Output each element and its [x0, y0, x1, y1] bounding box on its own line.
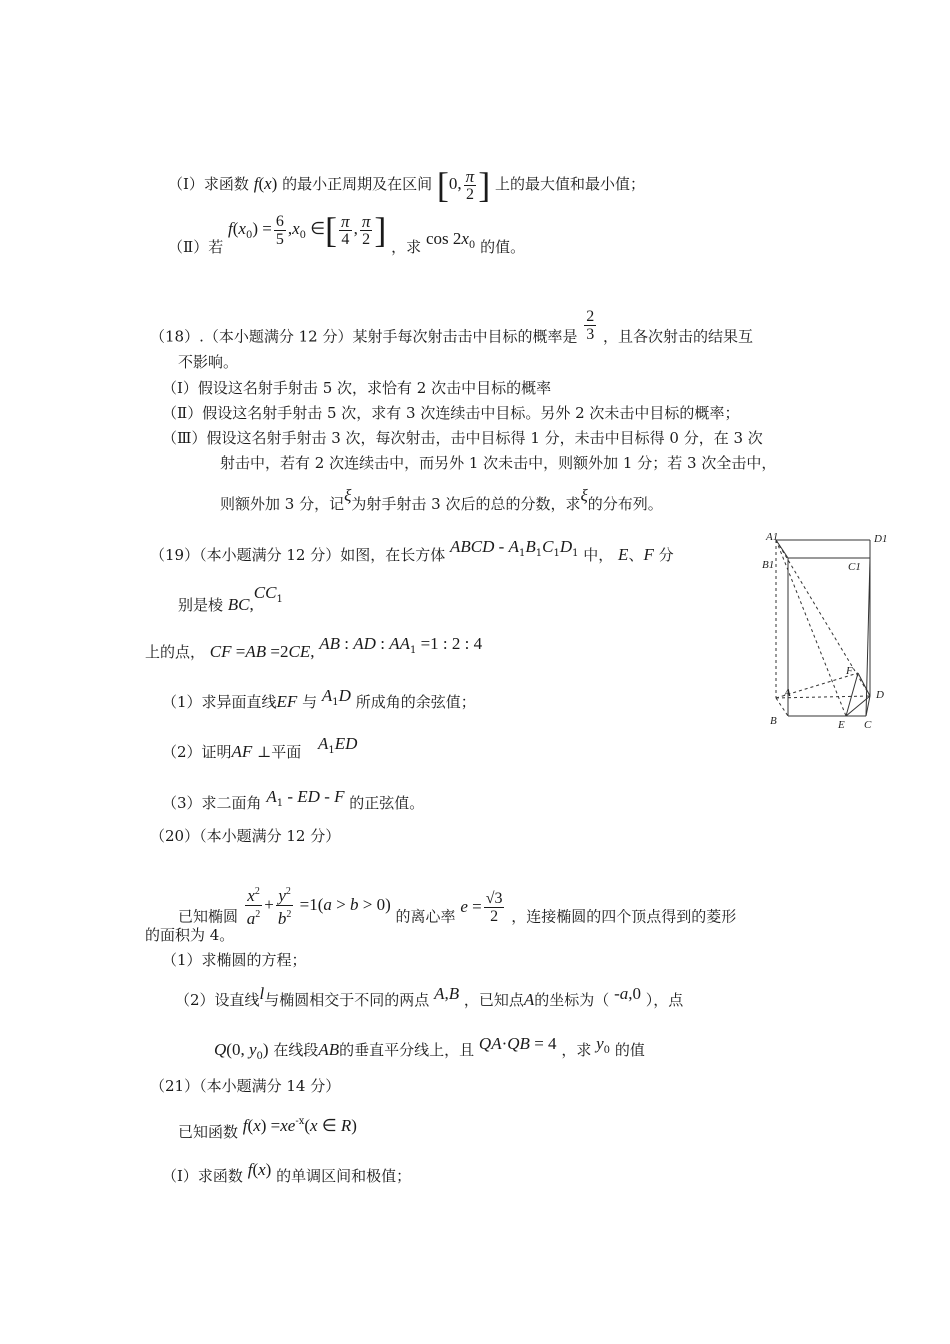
math-ellipse: $\frac{x^2}{a^2}$ + $\frac{y^2}{b^2}$ =1(a > b > 0)	[243, 896, 396, 914]
q18-line1: （18）.（本小题满分 12 分）某射手每次射击击中目标的概率是 $\frac{2}{3}$ ，且各次射击的结果互	[150, 308, 754, 346]
q20-header: （20）（本小题满分 12 分）	[150, 827, 341, 845]
q19-part1: （1）求异面直线EF 与 $A_1D$ 所成角的余弦值；	[162, 686, 476, 711]
q20-part2-line2: Q(0, $y_0$) 在线段AB的垂直平分线上，且 QA·QB = 4 ，求 $y_0$ 的值	[214, 1034, 645, 1062]
fig-label-a: A	[784, 687, 791, 699]
q19-part2: （2）证明AF ⊥平面 $A_1ED$	[162, 734, 358, 761]
q19-line3: 上的点， CF =AB =2CE, AB : AD : $AA_1 =1$ : 2 : 4	[145, 634, 483, 661]
fig-label-b1: B1	[762, 559, 775, 571]
q18-line2: 不影响。	[178, 353, 239, 371]
q21-part1: （Ⅰ）求函数 f(x) 的单调区间和极值；	[162, 1160, 412, 1185]
q17-part1: （Ⅰ）求函数 f(x) 的最小正周期及在区间 [0, $\frac{\pi}{2}$ ] 上的最大值和最小值；	[168, 165, 645, 205]
fig-label-f: F	[846, 665, 853, 677]
q20-part1: （1）求椭圆的方程；	[162, 951, 307, 969]
q21-header: （21）（本小题满分 14 分）	[150, 1077, 341, 1095]
q21-line1: 已知函数 $f(x) =xe^{-x}(x$ ∈ R)	[178, 1116, 357, 1141]
frac-2-3: $\frac{2}{3}$	[586, 308, 595, 343]
q18-part3-line2: 射击中，若有 2 次连续击中，而另外 1 次未击中，则额外加 1 分；若 3 次全击中，	[220, 454, 777, 472]
fig-label-c: C	[864, 719, 872, 731]
q20-part2: （2）设直线l与椭圆相交于不同的两点 A,B ，已知点A的坐标为（ -a,0 ），点	[175, 984, 684, 1009]
cuboid-figure	[758, 528, 898, 733]
fig-label-d1: D1	[874, 533, 888, 545]
fig-label-a1: A1	[766, 531, 779, 543]
q19-line1: （19）（本小题满分 12 分）如图，在长方体 ABCD - $A_1B_1C_1D_1$ 中， E、F 分	[150, 537, 674, 564]
q18-part3-line1: （Ⅲ）假设这名射手射击 3 次，每次射击，击中目标得 1 分，未击中目标得 0 分，在 3 次	[162, 429, 763, 447]
fig-label-c1: C1	[848, 561, 861, 573]
frac-pi-over-2: $\frac{\pi}{2}$	[465, 166, 475, 203]
q18-part2: （Ⅱ）假设这名射手射击 5 次，求有 3 次连续击中目标。另外 2 次未击中目标的概率；	[162, 404, 740, 422]
q19-line2: 别是棱 $BC,CC_1$	[178, 583, 283, 614]
math-condition: $f(x_0)$ = $\frac{6}{5}$ $,x_0$ ∈[ $\frac{\pi}{4}$ , $\frac{\pi}{2}$ ]	[227, 210, 387, 250]
fig-label-d: D	[876, 689, 884, 701]
q18-part3-line3: 则额外加 3 分，记ξ为射手射击 3 次后的总的分数，求ξ的分布列。	[220, 486, 663, 513]
fig-label-b: B	[770, 715, 777, 727]
q19-part3: （3）求二面角 $A_1$ - ED - F 的正弦值。	[162, 787, 425, 812]
q18-part1: （Ⅰ）假设这名射手射击 5 次，求恰有 2 次击中目标的概率	[162, 379, 552, 397]
q20-line1: 已知椭圆 $\frac{x^2}{a^2}$ + $\frac{y^2}{b^2}$ =1(a > b > 0) 的离心率 e = $\frac{√3}{2}$ ，连接椭圆的四个顶点得到的菱形	[178, 895, 736, 940]
math-fx: f	[253, 174, 259, 193]
fig-label-e: E	[838, 719, 845, 731]
q20-line2: 的面积为 4。	[145, 926, 235, 944]
q17-part2: （Ⅱ）若 $f(x_0)$ = $\frac{6}{5}$ $,x_0$ ∈[ $\frac{\pi}{4}$ , $\frac{\pi}{2}$ ] ，求 $\cos 2x_0$ 的值。	[168, 210, 526, 256]
